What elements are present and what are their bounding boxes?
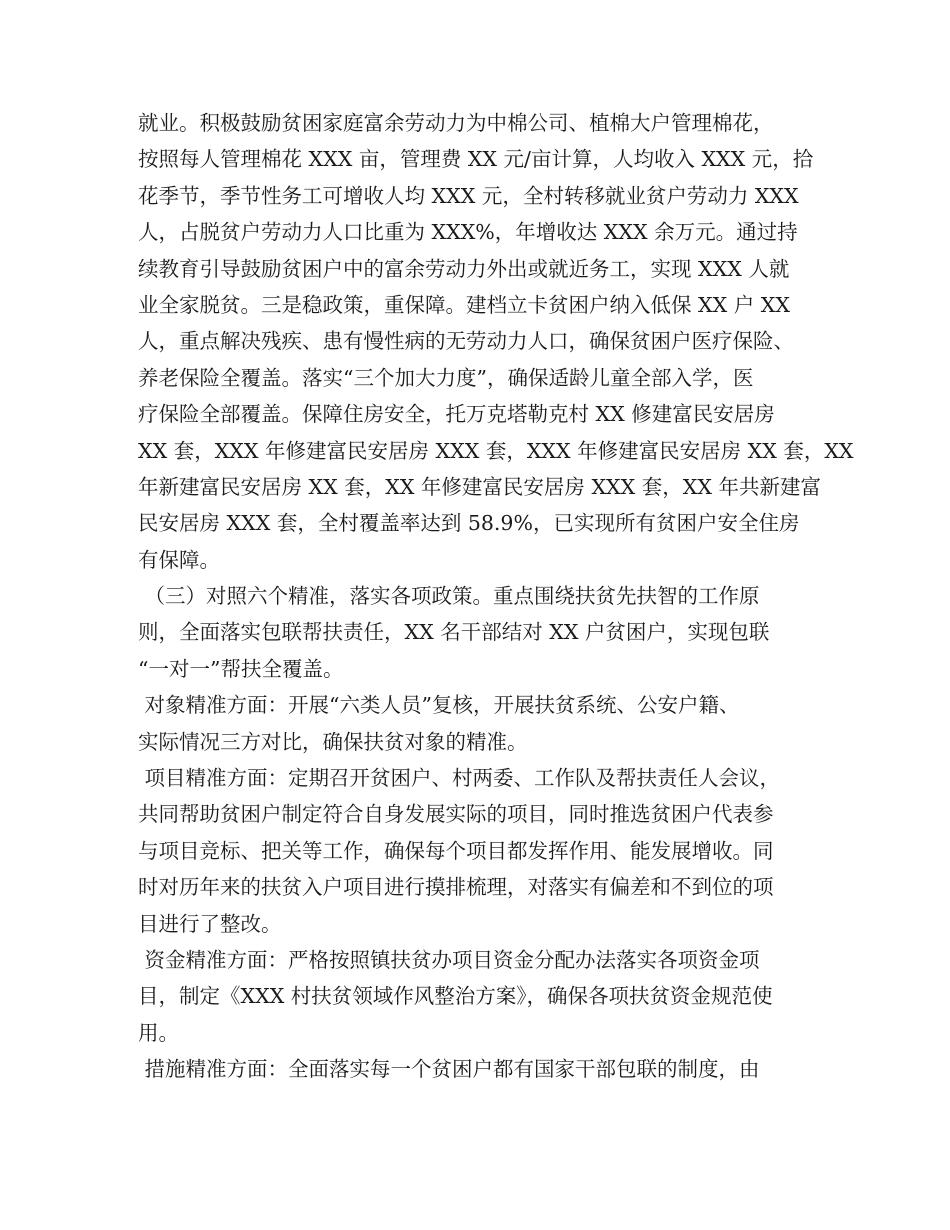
text-line: 就业。积极鼓励贫困家庭富余劳动力为中棉公司、植棉大户管理棉花， [138,111,774,135]
text-line: 对象精准方面：开展“六类人员”复核，开展扶贫系统、公安户籍、 [138,693,740,718]
text-line: 项目精准方面：定期召开贫困户、村两委、工作队及帮扶责任人会议， [138,766,781,791]
text-line: 疗保险全部覆盖。保障住房安全，托万克塔勒克村 XX 修建富民安居房 [138,402,775,427]
text-line: 年新建富民安居房 XX 套，XX 年修建富民安居房 XXX 套，XX 年共新建富 [138,474,821,499]
text-line: 实际情况三方对比，确保扶贫对象的精准。 [138,729,528,754]
text-line: 人，重点解决残疾、患有慢性病的无劳动力人口，确保贫困户医疗保险、 [138,329,794,354]
text-line: 时对历年来的扶贫入户项目进行摸排梳理，对落实有偏差和不到位的项 [138,875,774,900]
text-line: 业全家脱贫。三是稳政策，重保障。建档立卡贫困户纳入低保 XX 户 XX [138,292,790,317]
text-line: 与项目竞标、把关等工作，确保每个项目都发挥作用、能发展增收。同 [138,838,774,863]
text-line: 目，制定《XXX 村扶贫领域作风整治方案》，确保各项扶贫资金规范使 [138,984,773,1009]
document-body [138,105,854,1088]
text-line: 共同帮助贫困户制定符合自身发展实际的项目，同时推选贫困户代表参 [138,802,774,827]
text-line: 措施精准方面：全面落实每一个贫困户都有国家干部包联的制度，由 [138,1057,760,1082]
text-line: 按照每人管理棉花 XXX 亩，管理费 XX 元/亩计算，人均收入 XXX 元，拾 [138,147,814,172]
text-line: 花季节，季节性务工可增收人均 XXX 元，全村转移就业贫户劳动力 XXX [138,183,799,208]
text-line: 养老保险全覆盖。落实“三个加大力度”，确保适龄儿童全部入学，医 [138,365,754,390]
text-line: 目进行了整改。 [138,911,282,936]
text-line: 则，全面落实包联帮扶责任，XX 名干部结对 XX 户贫困户，实现包联 [138,620,770,645]
text-line: 民安居房 XXX 套，全村覆盖率达到 58.9%，已实现所有贫困户安全住房 [138,511,800,536]
text-line: （三）对照六个精准，落实各项政策。重点围绕扶贫先扶智的工作原 [138,584,760,609]
text-line: 续教育引导鼓励贫困户中的富余劳动力外出或就近务工，实现 XXX 人就 [138,256,790,281]
text-line: XX 套，XXX 年修建富民安居房 XXX 套，XXX 年修建富民安居房 XX 套，XX [138,438,854,463]
text-line: “一对一”帮扶全覆盖。 [138,656,344,681]
text-line: 资金精准方面：严格按照镇扶贫办项目资金分配办法落实各项资金项 [138,947,760,972]
text-line: 人，占脱贫户劳动力人口比重为 XXX%，年增收达 XXX 余万元。通过持 [138,220,798,245]
text-line: 有保障。 [138,547,220,572]
text-line: 用。 [138,1020,179,1045]
